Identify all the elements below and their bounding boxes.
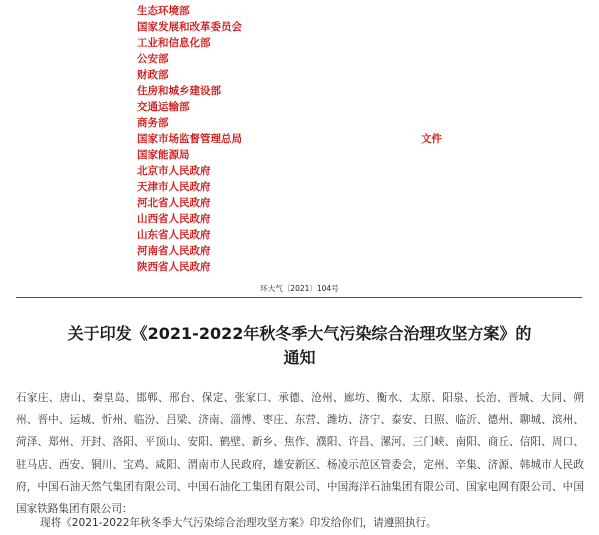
notice-title <box>20 322 579 370</box>
issuer-item: 生态环境部 <box>137 5 190 17</box>
issuer-item: 河南省人民政府 <box>137 245 211 257</box>
issuer-item: 北京市人民政府 <box>137 165 211 177</box>
addressees-paragraph: 石家庄、唐山、秦皇岛、邯郸、邢台、保定、张家口、承德、沧州、廊坊、衡水、太原、阳泉、长治、晋城、大同、朔州、晋中、运城、忻州、临汾、吕梁、济南、淄博、枣庄、东营、潍坊、济宁、泰安、日照、临沂、德州、聊城、滨州、菏泽、郑州、开封、洛阳、平顶山、安阳、鹤壁、新乡、焦作、濮阳、许昌、漯河、三门峡、南阳、商丘、信阳、周口、驻马店、西安、铜川、宝鸡、咸阳、渭南市人民政府，雄安新区、杨凌示范区管委会，定州、辛集、济源、韩城市人民政府，中国石油天然气集团有限公司、中国石油化工集团有限公司、中国海洋石油集团有限公司、国家电网有限公司、中国国家铁路集团有限公司： <box>16 392 584 516</box>
issuer-item: 公安部 <box>137 53 169 65</box>
issuer-item: 财政部 <box>137 69 169 81</box>
issuer-item: 交通运输部 <box>137 101 190 113</box>
issuer-item: 山东省人民政府 <box>137 229 211 241</box>
notice-title-line-2: 通知 <box>283 348 316 367</box>
issuer-item: 国家能源局 <box>137 149 190 161</box>
document-number: 环大气〔2021〕104号 <box>260 284 339 293</box>
issuer-item: 河北省人民政府 <box>137 197 211 209</box>
issuer-item: 商务部 <box>137 117 169 129</box>
issuer-item: 山西省人民政府 <box>137 213 211 225</box>
issuing-departments-list <box>137 3 317 275</box>
issuer-item: 国家发展和改革委员会 <box>137 21 242 33</box>
notice-title-line-1: 关于印发《2021-2022年秋冬季大气污染综合治理攻坚方案》的 <box>67 324 532 343</box>
document-header-label: 文件 <box>421 133 442 145</box>
body-paragraph: 现将《2021-2022年秋冬季大气污染综合治理攻坚方案》印发给你们，请遵照执行。 <box>40 517 437 529</box>
issuer-item: 工业和信息化部 <box>137 37 211 49</box>
issuer-item: 住房和城乡建设部 <box>137 85 221 97</box>
red-divider-line <box>16 297 582 298</box>
issuer-item: 陕西省人民政府 <box>137 261 211 273</box>
issuer-item: 天津市人民政府 <box>137 181 211 193</box>
issuer-item: 国家市场监督管理总局 <box>137 133 242 145</box>
